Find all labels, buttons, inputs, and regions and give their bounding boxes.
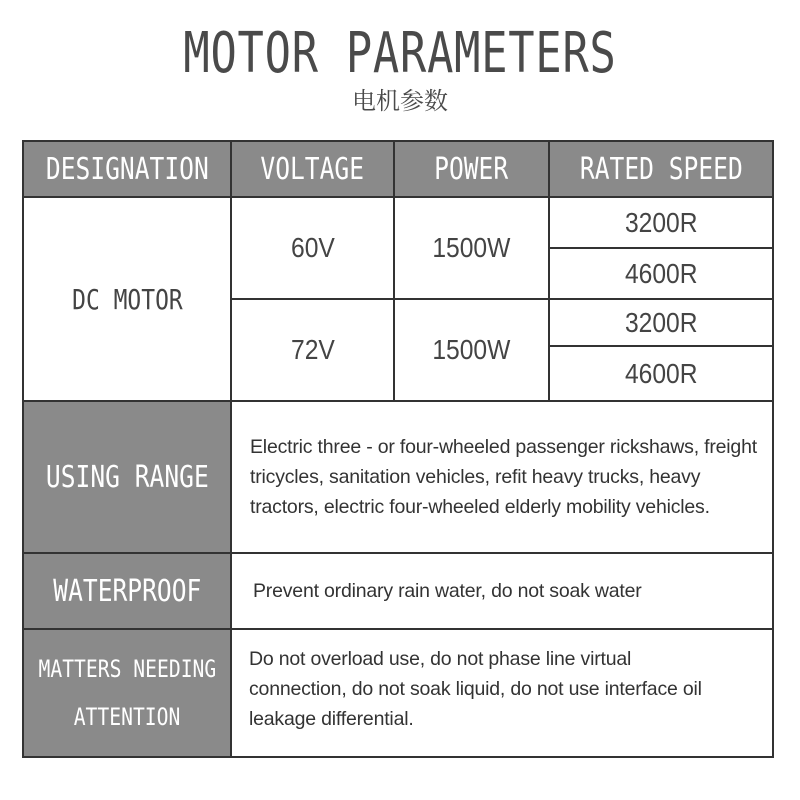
grid-line [548, 142, 550, 400]
grid-line [550, 247, 772, 249]
header-rated-speed-label: RATED SPEED [579, 151, 743, 187]
header-power-label: POWER [434, 151, 509, 187]
power-cell [395, 198, 548, 298]
grid-line [232, 298, 772, 300]
header-power [395, 142, 548, 196]
speed-value: 4600R [624, 357, 698, 389]
grid-line [230, 142, 232, 756]
grid-line [550, 345, 772, 347]
attention-label-line1: MATTERS NEEDING [38, 655, 216, 683]
attention-label-cell [24, 630, 230, 756]
parameters-table [22, 140, 774, 758]
speed-value: 4600R [624, 257, 698, 289]
header-voltage [232, 142, 393, 196]
voltage-cell [232, 198, 393, 298]
grid-line [24, 196, 772, 198]
grid-line [24, 400, 772, 402]
attention-label-line2: ATTENTION [73, 703, 181, 731]
header-designation-label: DESIGNATION [45, 151, 209, 187]
grid-line [24, 552, 772, 554]
speed-cell [550, 249, 772, 298]
voltage-value: 60V [290, 232, 335, 263]
power-value: 1500W [432, 334, 511, 365]
speed-cell [550, 300, 772, 345]
header-rated-speed [550, 142, 772, 196]
speed-cell [550, 198, 772, 247]
attention-text: Do not overload use, do not phase line virtual connection, do not soak liquid, do not use interface oil leakage differential. [249, 648, 702, 730]
speed-cell [550, 347, 772, 400]
waterproof-text: Prevent ordinary rain water, do not soak water [253, 580, 642, 602]
header-voltage-label: VOLTAGE [260, 151, 365, 187]
using-range-label-cell [24, 402, 230, 552]
designation-dc-motor-label: DC MOTOR [71, 282, 183, 316]
waterproof-label: WATERPROOF [52, 573, 202, 609]
waterproof-cell [232, 554, 772, 628]
designation-dc-motor [24, 198, 230, 400]
page-title: MOTOR PARAMETERS [183, 21, 617, 86]
power-value: 1500W [432, 232, 511, 263]
header-designation [24, 142, 230, 196]
using-range-text: Electric three - or four-wheeled passenger rickshaws, freight tricycles, sanitation vehicles, refit heavy trucks, heavy tractors, electric four-wheeled elderly mobility vehicles. [250, 436, 757, 518]
voltage-cell [232, 300, 393, 400]
using-range-cell [232, 402, 772, 552]
waterproof-label-cell [24, 554, 230, 628]
grid-line [24, 628, 772, 630]
using-range-label: USING RANGE [45, 459, 209, 495]
voltage-value: 72V [290, 334, 335, 365]
speed-value: 3200R [624, 306, 698, 338]
attention-cell [232, 630, 772, 756]
power-cell [395, 300, 548, 400]
grid-line [393, 142, 395, 400]
page-subtitle: 电机参数 [352, 87, 448, 115]
speed-value: 3200R [624, 206, 698, 238]
